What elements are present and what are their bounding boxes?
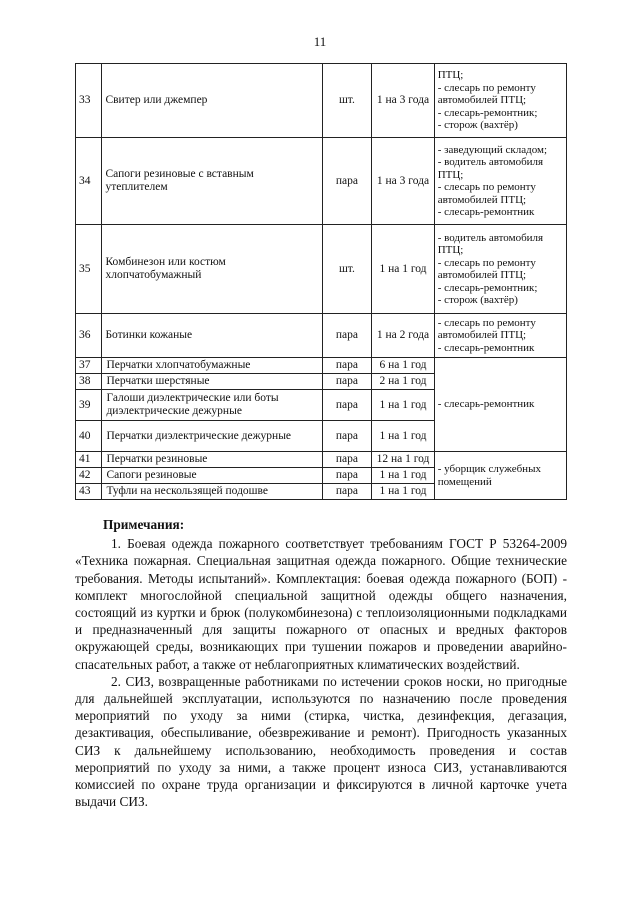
item-period: 1 на 2 года [372,314,434,358]
row-number: 39 [76,390,102,421]
item-unit: пара [322,452,372,468]
item-period: 6 на 1 год [372,358,434,374]
item-name: Свитер или джемпер [102,64,322,138]
row-number: 43 [76,484,102,500]
item-positions: - уборщик служебных помещений [434,452,566,500]
position-line: - слесарь-ремонтник; [437,106,538,119]
item-name: Комбинезон или костюм хлопчатобумажный [102,225,322,314]
item-period: 12 на 1 год [372,452,434,468]
item-name: Перчатки резиновые [102,452,322,468]
position-line: - слесарь-ремонтник [437,206,535,218]
page-number: 11 [313,34,327,49]
item-positions [434,138,566,225]
item-name: Перчатки диэлектрические дежурные [102,421,322,452]
item-unit: пара [322,314,372,358]
position-line: - водитель автомобиля ПТЦ; [437,231,544,256]
notes-section [75,516,567,810]
position-line: - слесарь по ремонту автомобилей ПТЦ; [437,316,536,342]
item-positions [434,225,566,314]
item-period: 1 на 1 год [372,468,434,484]
position-line: - сторож (вахтёр) [437,294,518,306]
note-paragraph-2: 2. СИЗ, возвращенные работниками по истечении сроков носки, но пригодные для дальнейшей эксплуатации, используются по назначению после проведения мероприятий по уходу за ними (стирка, чистка, дезинфекция, дегазация, дезактивация, обеспыливание, обезвреживание и ремонт). Пригодность указанных СИЗ к дальнейшему использованию, необходимость проведения и состав мероприятий по уходу за ними, а также процент износа СИЗ, устанавливаются комиссией по охране труда организации и фиксируются в личной карточке учета выдачи СИЗ. [75,673,567,810]
notes-title: Примечания: [103,517,185,532]
item-name: Галоши диэлектрические или боты диэлектрические дежурные [102,390,322,421]
item-period: 1 на 1 год [372,225,434,314]
position-line: - слесарь-ремонтник [437,341,535,354]
item-name: Перчатки хлопчатобумажные [102,358,322,374]
item-unit: шт. [322,225,372,314]
position-line: - слесарь по ремонту автомобилей ПТЦ; [437,181,536,206]
row-number: 42 [76,468,102,484]
row-number: 33 [76,64,102,138]
item-unit: пара [322,468,372,484]
row-number: 35 [76,225,102,314]
item-period: 1 на 1 год [372,421,434,452]
item-unit: пара [322,374,372,390]
position-line: ПТЦ; [437,69,464,82]
item-name: Сапоги резиновые [102,468,322,484]
item-unit: пара [322,358,372,374]
item-period: 1 на 3 года [372,138,434,225]
item-name: Сапоги резиновые с вставным утеплителем [102,138,322,225]
table-row [76,64,567,138]
item-unit: пара [322,138,372,225]
position-line: - сторож (вахтёр) [437,119,518,132]
row-number: 38 [76,374,102,390]
item-unit: пара [322,421,372,452]
position-line: - слесарь по ремонту автомобилей ПТЦ; [437,256,536,281]
table-row [76,358,567,374]
position-line: - заведующий складом; [437,143,548,156]
row-number: 40 [76,421,102,452]
row-number: 34 [76,138,102,225]
item-name: Туфли на нескользящей подошве [102,484,322,500]
row-number: 37 [76,358,102,374]
table-row [76,225,567,314]
item-unit: пара [322,484,372,500]
item-unit: шт. [322,64,372,138]
item-period: 1 на 1 год [372,390,434,421]
table-row [76,452,567,468]
position-line: - слесарь по ремонту автомобилей ПТЦ; [437,81,536,107]
item-unit: пара [322,390,372,421]
row-number: 36 [76,314,102,358]
table-row [76,314,567,358]
table-row [76,138,567,225]
item-period: 1 на 1 год [372,484,434,500]
position-line: - водитель автомобиля ПТЦ; [437,156,544,181]
item-period: 2 на 1 год [372,374,434,390]
ppe-table [75,63,567,500]
item-positions [434,64,566,138]
row-number: 41 [76,452,102,468]
item-positions [434,314,566,358]
item-name: Ботинки кожаные [102,314,322,358]
item-period: 1 на 3 года [372,64,434,138]
item-name: Перчатки шерстяные [102,374,322,390]
note-paragraph-1: 1. Боевая одежда пожарного соответствует требованиям ГОСТ Р 53264-2009 «Техника пожарная. Специальная защитная одежда пожарного. Общие технические требования. Методы испытаний». Комплектация: боевая одежда пожарного (БОП) - комплект многослойной специальной защитной одежды общего назначения, состоящий из куртки и брюк (полукомбинезона) с теплоизоляционными подкладками и предназначенный для защиты пожарного от опасных и вредных факторов окружающей среды, возникающих при тушении пожаров и проведении аварийно-спасательных работ, а также от неблагоприятных климатических воздействий. [75,536,567,672]
item-positions: - слесарь-ремонтник [434,358,566,452]
position-line: - слесарь-ремонтник; [437,281,538,294]
